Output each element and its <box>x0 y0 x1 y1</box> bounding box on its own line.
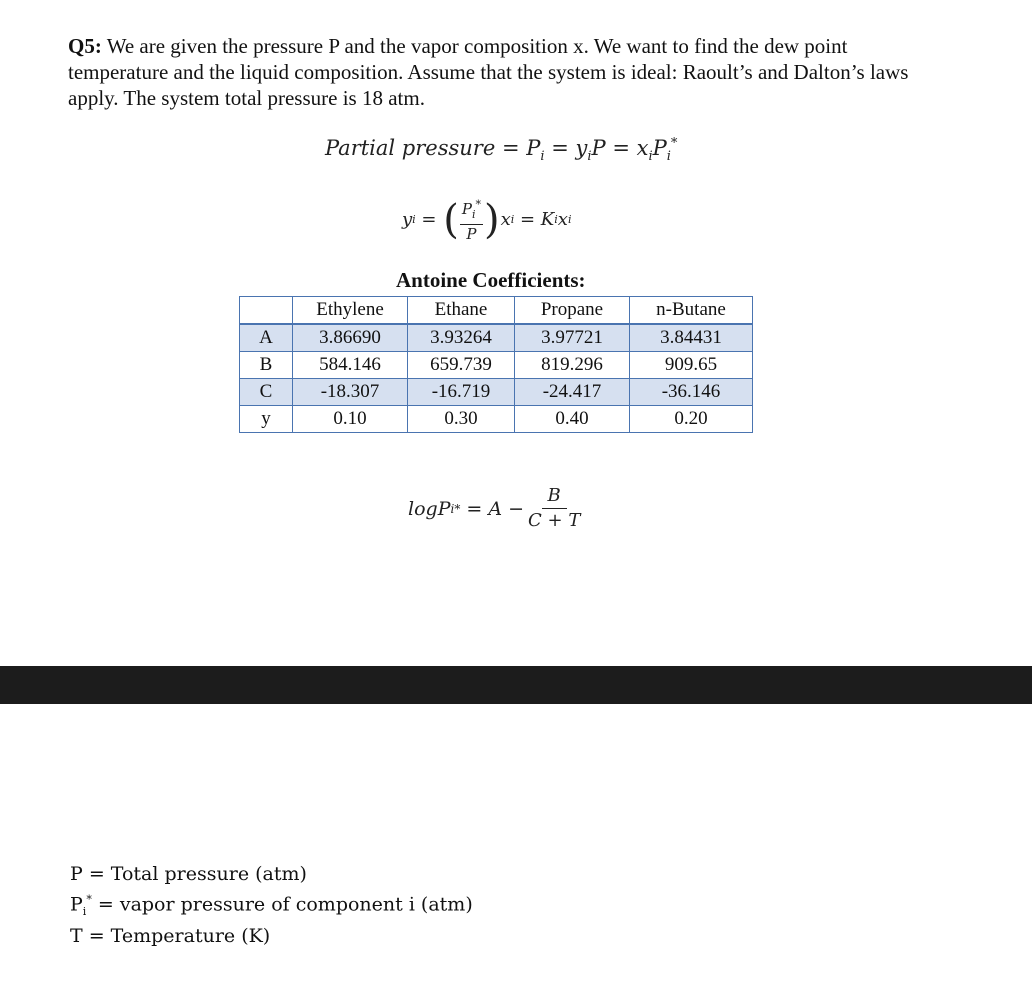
table-cell: 909.65 <box>630 352 753 379</box>
table-cell: -18.307 <box>293 379 408 406</box>
table-cell: 3.93264 <box>408 324 515 352</box>
table-cell: -16.719 <box>408 379 515 406</box>
table-row <box>240 352 753 379</box>
table-cell: 584.146 <box>293 352 408 379</box>
row-label: A <box>240 324 293 352</box>
header-cell: Ethylene <box>293 297 408 325</box>
table-row <box>240 379 753 406</box>
table-row <box>240 324 753 352</box>
table-cell: 819.296 <box>515 352 630 379</box>
question-body: We are given the pressure P and the vapor composition x. We want to find the dew point temperature and the liquid composition. Assume that the system is ideal: Raoult’s and Dalton’s laws apply. The system total pressure is 18 atm. <box>68 34 909 110</box>
header-cell: Ethane <box>408 297 515 325</box>
table-cell: 3.84431 <box>630 324 753 352</box>
equilibrium-equation: y i = ( $\frac{P_i^*}{P}$ ) x i = K i x i <box>402 196 572 243</box>
question-text <box>68 33 948 111</box>
definition-total-pressure: P = Total pressure (atm) <box>70 863 307 885</box>
header-cell: Propane <box>515 297 630 325</box>
row-label: B <box>240 352 293 379</box>
eq3-lhs: log <box>408 497 438 520</box>
table-cell: 0.40 <box>515 406 630 433</box>
table-cell: 0.30 <box>408 406 515 433</box>
table-cell: 3.86690 <box>293 324 408 352</box>
table-title: Antoine Coefficients: <box>396 268 586 292</box>
table-cell: -36.146 <box>630 379 753 406</box>
table-cell: 3.97721 <box>515 324 630 352</box>
definition-vapor-pressure: $P_i^*$ = vapor pressure of component i (atm) <box>70 893 473 919</box>
antoine-table <box>239 296 753 433</box>
header-cell: n-Butane <box>630 297 753 325</box>
definition-temperature: T = Temperature (K) <box>70 925 271 948</box>
table-cell: 0.10 <box>293 406 408 433</box>
table-row <box>240 406 753 433</box>
row-label: y <box>240 406 293 433</box>
definitions <box>70 862 473 949</box>
table-cell: 0.20 <box>630 406 753 433</box>
header-cell <box>240 297 293 325</box>
question-label: Q5: <box>68 34 102 58</box>
eq2-lhs: y <box>402 209 413 230</box>
antoine-equation: log P i * = A − $\frac{B}{C + T}$ <box>408 485 581 531</box>
partial-pressure-equation: Partial pressure = $P_i = y_iP = x_iP_i^*$ <box>325 136 678 165</box>
table-cell: 659.739 <box>408 352 515 379</box>
divider-bar <box>0 666 1032 704</box>
table-cell: -24.417 <box>515 379 630 406</box>
row-label: C <box>240 379 293 406</box>
table-header-row <box>240 297 753 325</box>
partial-pressure-label: Partial pressure <box>325 136 496 160</box>
